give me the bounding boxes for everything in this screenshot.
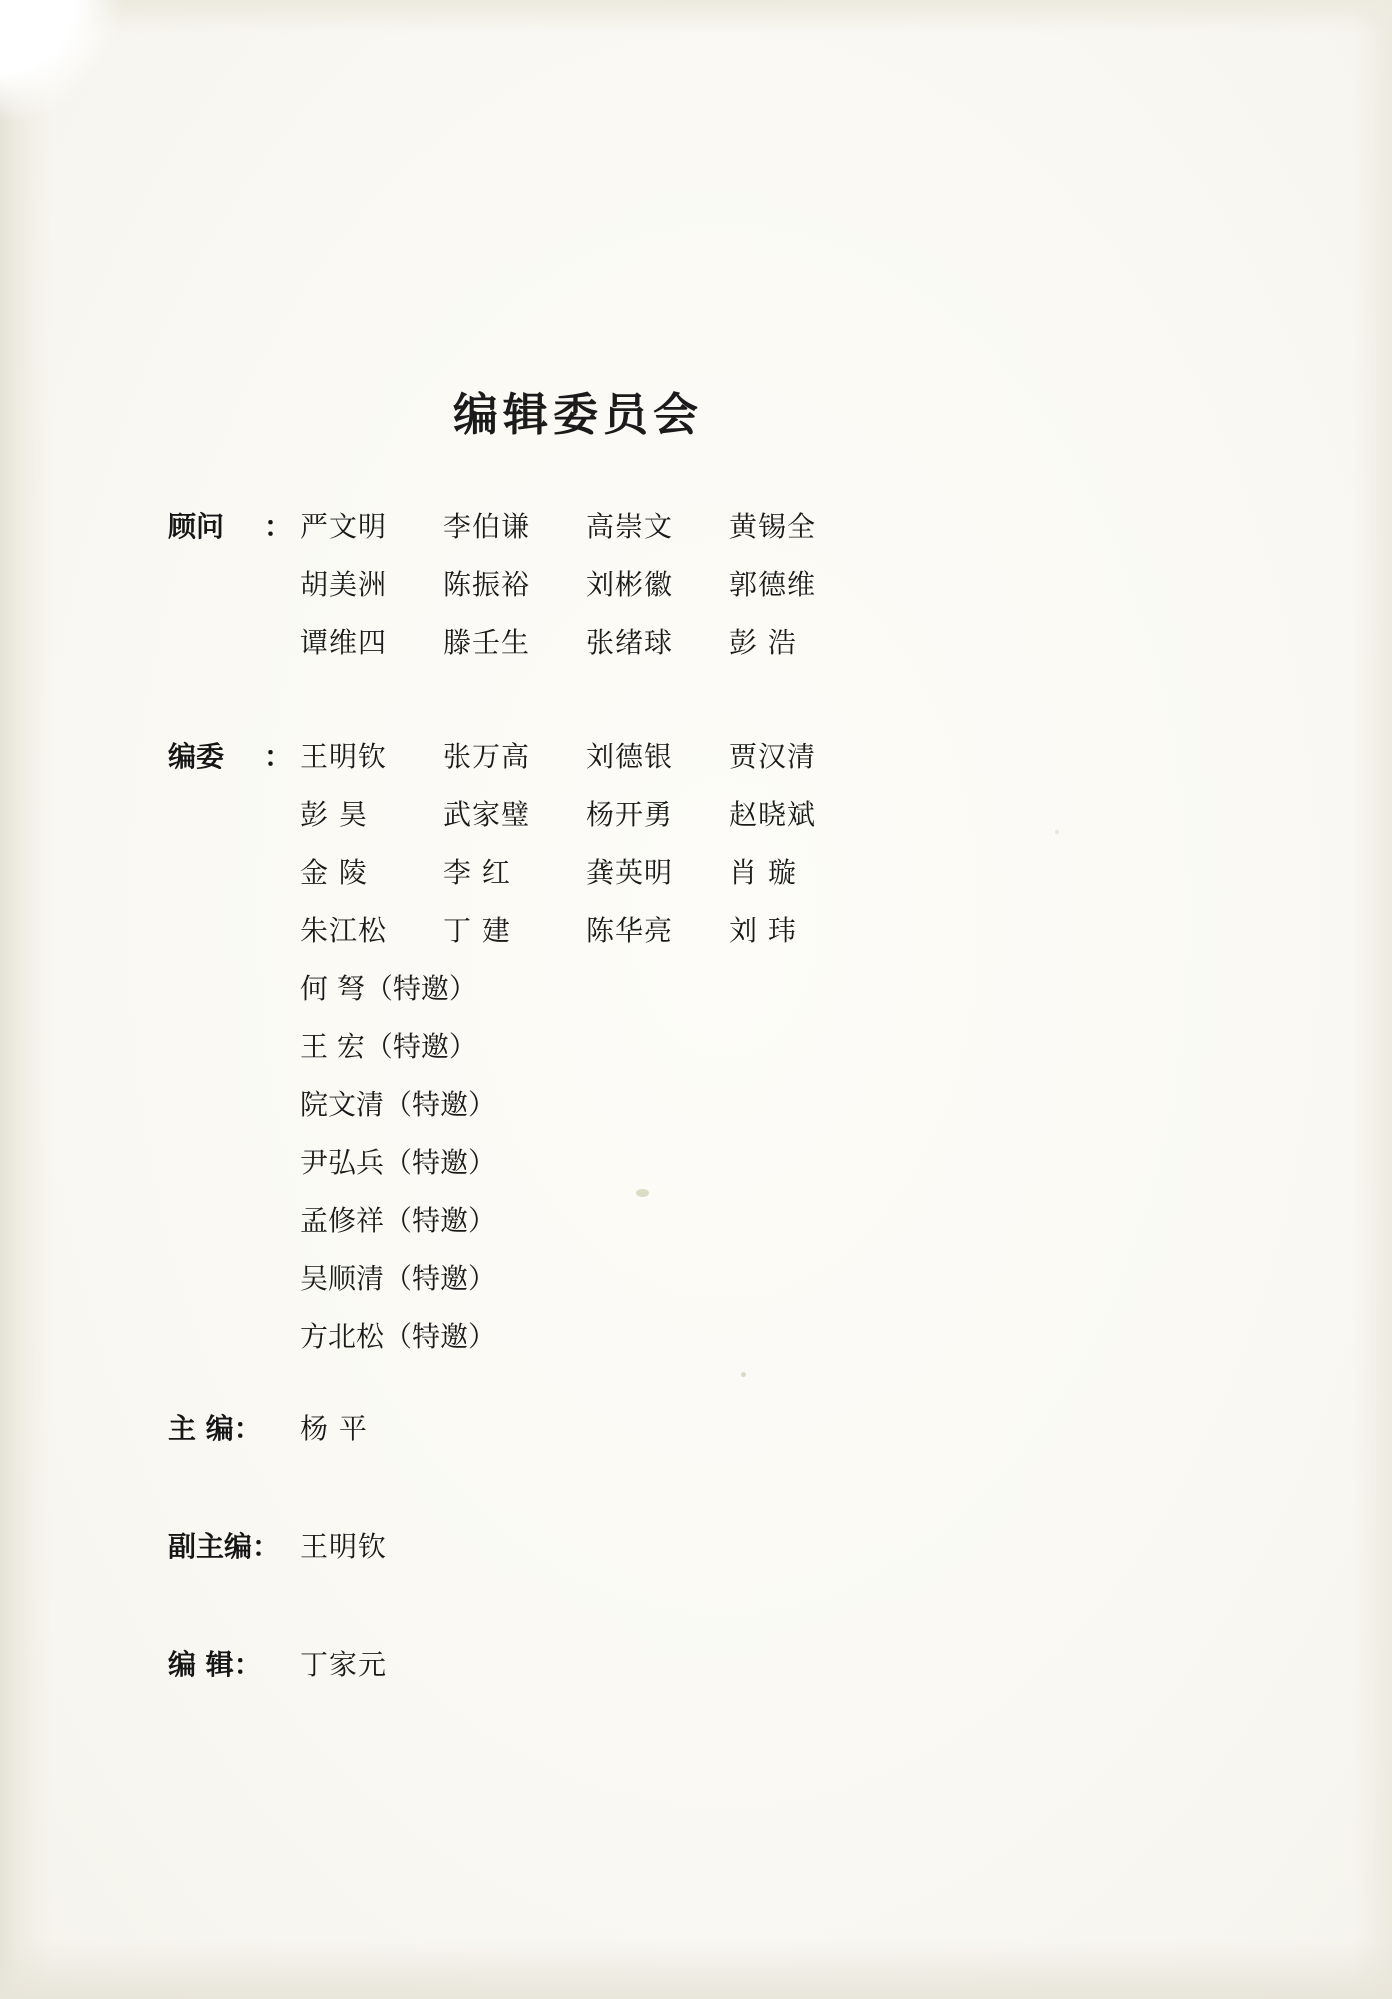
board-member-name: 王明钦 [300, 740, 388, 773]
invited-member-name: 何 弩（特邀） [300, 972, 477, 1005]
table-row [300, 614, 872, 672]
table-row [300, 556, 872, 614]
section-label-editorial-board-chars: 编委 [168, 740, 225, 773]
table-row [300, 1134, 872, 1192]
board-member-name: 金 陵 [300, 856, 368, 889]
chief-editor-name: 杨 平 [300, 1412, 368, 1445]
invited-member-name: 院文清（特邀） [300, 1088, 497, 1121]
advisor-name: 陈振裕 [443, 568, 531, 601]
table-row [300, 498, 872, 556]
advisors-name-grid [300, 498, 872, 672]
invited-member-name: 孟修祥（特邀） [300, 1204, 497, 1237]
board-member-name: 张万高 [443, 740, 531, 773]
advisor-name: 高崇文 [586, 510, 674, 543]
table-row [300, 1018, 872, 1076]
board-member-name: 陈华亮 [586, 914, 674, 947]
section-editorial-board [168, 728, 872, 1366]
table-row [300, 902, 872, 960]
advisor-name: 胡美洲 [300, 568, 388, 601]
credit-label-deputy-chief-editor: 副主编： [168, 1530, 281, 1563]
editorial-board-name-grid [300, 728, 872, 1366]
credit-value-row [300, 1518, 387, 1576]
table-row [300, 844, 872, 902]
board-member-name: 肖 璇 [729, 856, 797, 889]
advisor-name: 黄锡全 [729, 510, 817, 543]
advisor-name: 李伯谦 [443, 510, 531, 543]
section-deputy-chief-editor [168, 1518, 387, 1576]
advisor-name: 严文明 [300, 510, 388, 543]
section-advisors [168, 498, 872, 672]
board-member-name: 龚英明 [586, 856, 674, 889]
table-row [300, 1076, 872, 1134]
table-row [300, 1308, 872, 1366]
page-title-text: 编辑委员会 [452, 388, 703, 441]
board-member-name: 赵晓斌 [729, 798, 817, 831]
section-label-editorial-board: 编委 ： [168, 728, 300, 786]
deputy-chief-editor-name: 王明钦 [300, 1530, 388, 1563]
section-label-advisors: 顾问 ： [168, 498, 300, 556]
advisor-name: 谭维四 [300, 626, 388, 659]
table-row [300, 960, 872, 1018]
table-row [300, 1192, 872, 1250]
board-member-name: 朱江松 [300, 914, 388, 947]
page-title [0, 378, 1392, 443]
advisor-name: 彭 浩 [729, 626, 797, 659]
board-member-name: 丁 建 [443, 914, 511, 947]
credit-value-row [300, 1636, 387, 1694]
advisor-name: 张绪球 [586, 626, 674, 659]
section-label-advisors-chars: 顾问 [168, 510, 225, 543]
board-member-name: 刘德银 [586, 740, 674, 773]
invited-member-name: 尹弘兵（特邀） [300, 1146, 497, 1179]
table-row [300, 1250, 872, 1308]
board-member-name: 武家璧 [443, 798, 531, 831]
board-member-name: 李 红 [443, 856, 511, 889]
table-row [300, 786, 872, 844]
advisor-name: 刘彬徽 [586, 568, 674, 601]
board-member-name: 彭 昊 [300, 798, 368, 831]
credit-value-row [300, 1400, 405, 1458]
credit-label-editor: 编 辑： [168, 1648, 262, 1681]
advisor-name: 滕壬生 [443, 626, 531, 659]
board-member-name: 杨开勇 [586, 798, 674, 831]
board-member-name: 刘 玮 [729, 914, 797, 947]
credit-label-chief-editor: 主 编： [168, 1412, 262, 1445]
section-editor [168, 1636, 387, 1694]
advisor-name: 郭德维 [729, 568, 817, 601]
board-member-name: 贾汉清 [729, 740, 817, 773]
invited-member-name: 王 宏（特邀） [300, 1030, 477, 1063]
invited-member-name: 吴顺清（特邀） [300, 1262, 497, 1295]
section-chief-editor [168, 1400, 405, 1458]
editor-name: 丁家元 [300, 1648, 388, 1681]
invited-member-name: 方北松（特邀） [300, 1320, 497, 1353]
table-row [300, 728, 872, 786]
